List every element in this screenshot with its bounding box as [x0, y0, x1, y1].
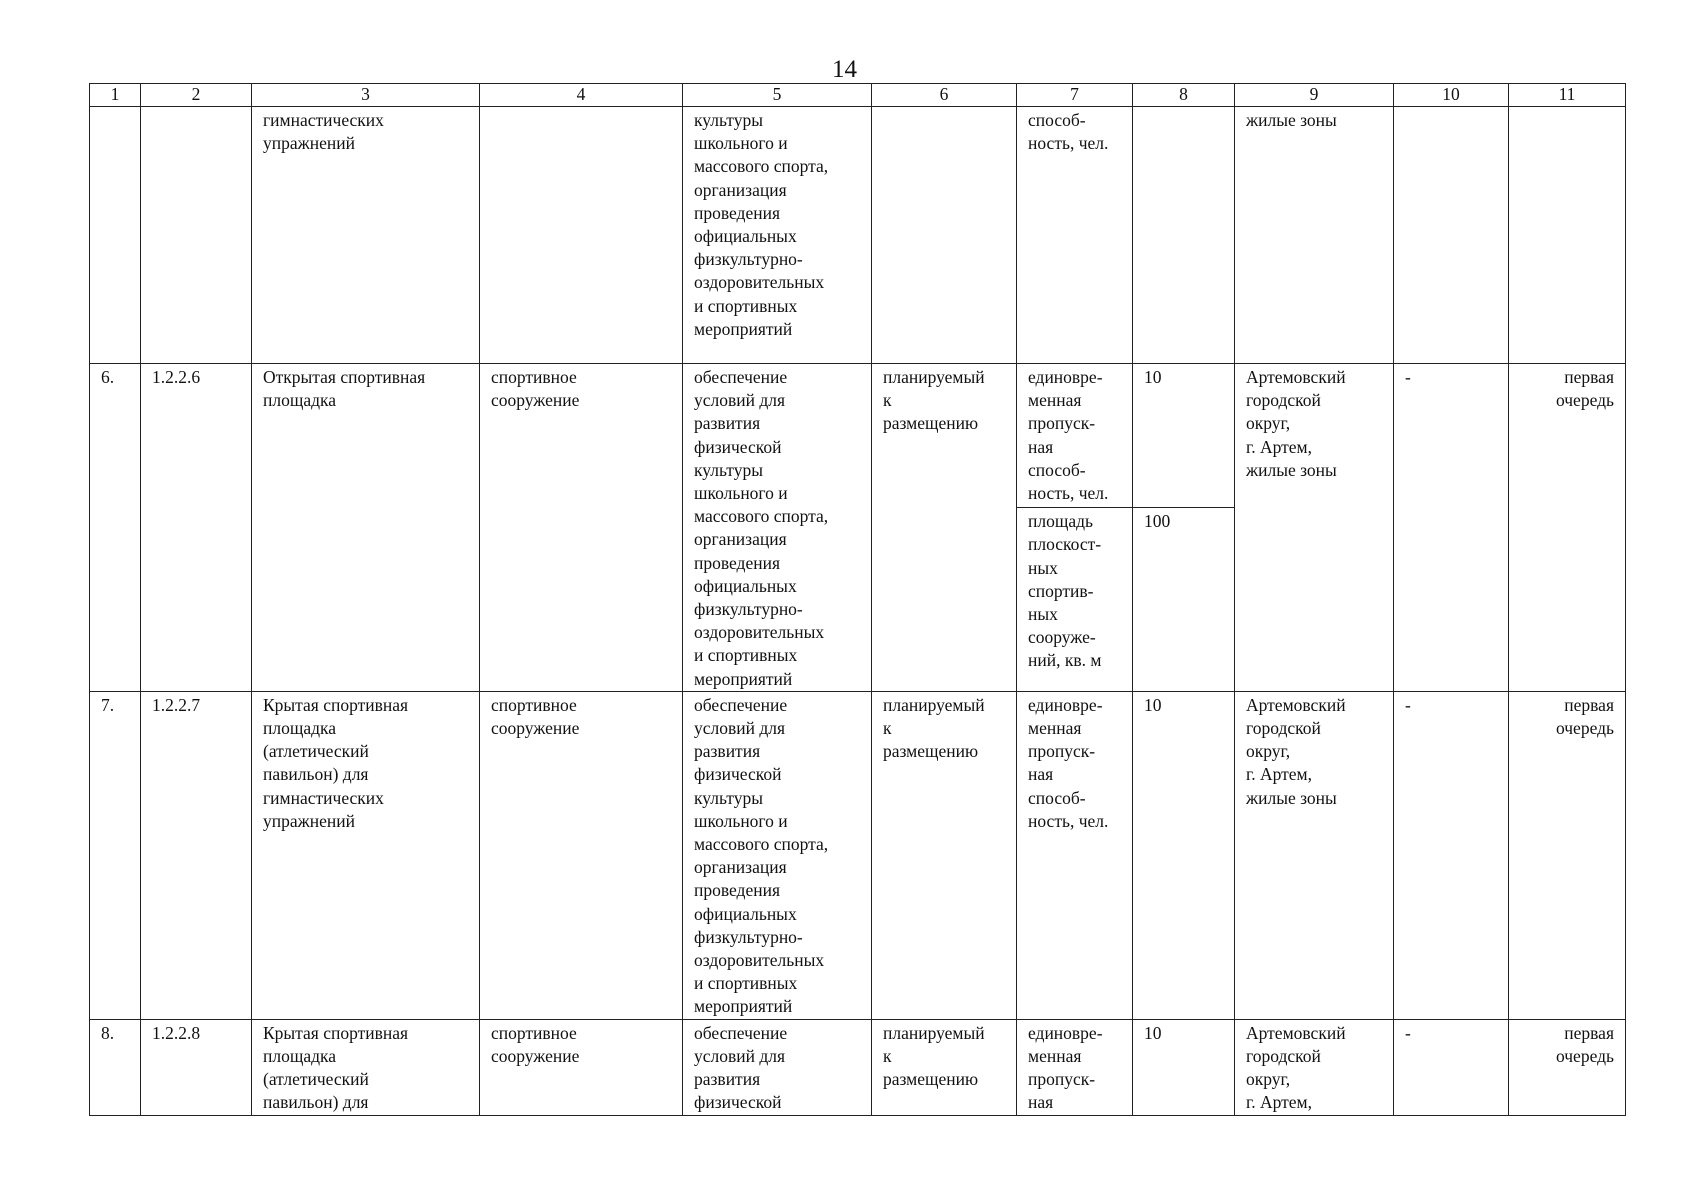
cell: [872, 107, 1017, 364]
purpose-cell: обеспечение условий для развития физической: [683, 1019, 872, 1115]
continuation-row: [90, 107, 1626, 364]
characteristic-cell: способ- ность, чел.: [1017, 107, 1133, 364]
location-cell: жилые зоны: [1235, 107, 1394, 364]
row-number-cell: 6.: [90, 364, 141, 692]
value-cell: 100: [1133, 508, 1235, 692]
table-row: [90, 691, 1626, 1019]
column-header: 4: [480, 84, 683, 107]
cell: [90, 107, 141, 364]
object-name-cell: Крытая спортивная площадка (атлетический павильон) для гимнастических упражнений: [252, 691, 480, 1019]
object-name-cell: Открытая спортивная площадка: [252, 364, 480, 692]
value-cell: 10: [1133, 1019, 1235, 1115]
stage-cell: первая очередь: [1509, 364, 1626, 692]
column-header: 8: [1133, 84, 1235, 107]
value-cell: 10: [1133, 691, 1235, 1019]
column-header: 9: [1235, 84, 1394, 107]
column-header: 5: [683, 84, 872, 107]
code-cell: 1.2.2.7: [141, 691, 252, 1019]
status-cell: планируемый к размещению: [872, 691, 1017, 1019]
column-header: 3: [252, 84, 480, 107]
column-header: 11: [1509, 84, 1626, 107]
code-cell: 1.2.2.6: [141, 364, 252, 692]
zone-cell: -: [1394, 364, 1509, 692]
characteristic-cell: единовре- менная пропуск- ная: [1017, 1019, 1133, 1115]
table-row: [90, 1019, 1626, 1115]
location-cell: Артемовский городской округ, г. Артем,: [1235, 1019, 1394, 1115]
characteristic-cell: единовре- менная пропуск- ная способ- ность, чел.: [1017, 691, 1133, 1019]
status-cell: планируемый к размещению: [872, 364, 1017, 692]
column-header: 7: [1017, 84, 1133, 107]
purpose-cell: культуры школьного и массового спорта, организация проведения официальных физкультурно- оздоровительных и спортивных мероприятий: [683, 107, 872, 364]
row-number-cell: 7.: [90, 691, 141, 1019]
purpose-cell: обеспечение условий для развития физической культуры школьного и массового спорта, организация проведения официальных физкультурно- оздоровительных и спортивных мероприятий: [683, 691, 872, 1019]
column-number-row: [90, 84, 1626, 107]
object-type-cell: спортивное сооружение: [480, 691, 683, 1019]
object-type-cell: спортивное сооружение: [480, 364, 683, 692]
page-number: 14: [832, 56, 857, 83]
zone-cell: -: [1394, 1019, 1509, 1115]
cell: [1133, 107, 1235, 364]
column-header: 10: [1394, 84, 1509, 107]
cell: [1509, 107, 1626, 364]
purpose-cell: обеспечение условий для развития физической культуры школьного и массового спорта, организация проведения официальных физкультурно- оздоровительных и спортивных мероприятий: [683, 364, 872, 692]
cell: [480, 107, 683, 364]
location-cell: Артемовский городской округ, г. Артем, жилые зоны: [1235, 364, 1394, 692]
stage-cell: первая очередь: [1509, 1019, 1626, 1115]
location-cell: Артемовский городской округ, г. Артем, жилые зоны: [1235, 691, 1394, 1019]
object-name-cell: Крытая спортивная площадка (атлетический павильон) для: [252, 1019, 480, 1115]
row-number-cell: 8.: [90, 1019, 141, 1115]
cell: [141, 107, 252, 364]
table-row: [90, 364, 1626, 508]
column-header: 2: [141, 84, 252, 107]
characteristic-cell: площадь плоскост- ных спортив- ных сооруже- ний, кв. м: [1017, 508, 1133, 692]
characteristic-cell: единовре- менная пропуск- ная способ- ность, чел.: [1017, 364, 1133, 508]
stage-cell: первая очередь: [1509, 691, 1626, 1019]
zone-cell: -: [1394, 691, 1509, 1019]
column-header: 6: [872, 84, 1017, 107]
object-type-cell: спортивное сооружение: [480, 1019, 683, 1115]
code-cell: 1.2.2.8: [141, 1019, 252, 1115]
objects-table: [89, 83, 1626, 1116]
column-header: 1: [90, 84, 141, 107]
status-cell: планируемый к размещению: [872, 1019, 1017, 1115]
cell: [1394, 107, 1509, 364]
object-name-cell: гимнастических упражнений: [252, 107, 480, 364]
value-cell: 10: [1133, 364, 1235, 508]
